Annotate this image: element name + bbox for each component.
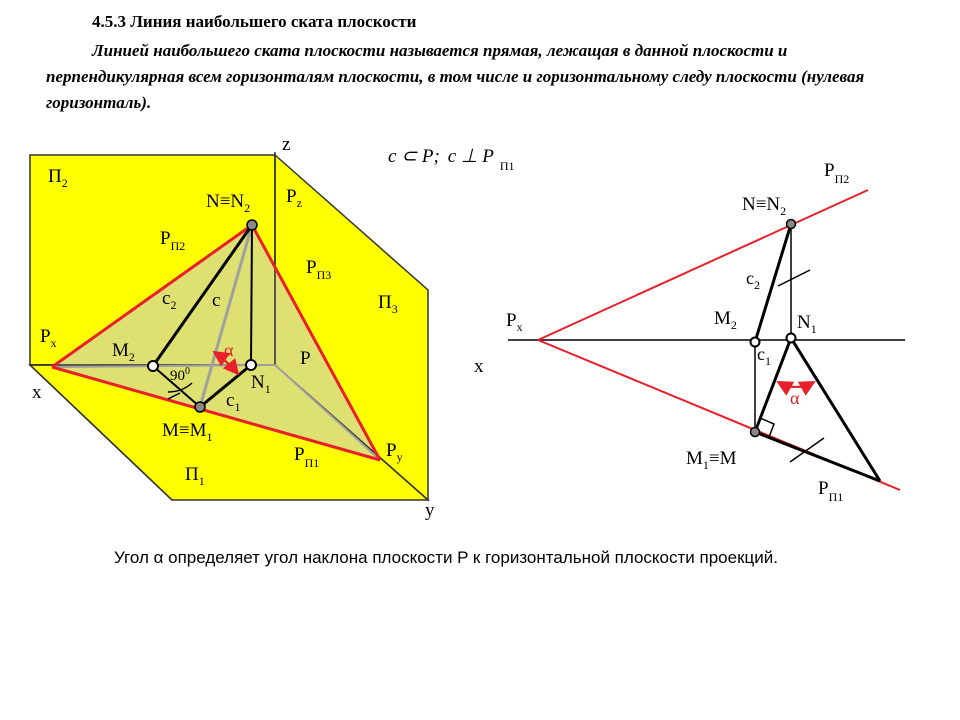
trace-p-pi2-right [538,190,868,340]
point-m2 [148,361,158,371]
label-pi3: $П_3$ [378,292,398,316]
label-alpha-right: α [790,388,800,408]
point-n2 [247,220,257,230]
label-x: x [32,382,42,403]
label-p-pi3: $P_{П3}$ [306,257,332,282]
definition-paragraph: Линией наибольшего ската плоскости называется прямая, лежащая в данной плоскости и перпендикулярная всем горизонталям плоскости, в том числе и горизонтальному следу плоскости (нулевая горизонталь). [46,41,865,112]
label-p: P [300,348,311,369]
label-pi2: $П_2$ [48,166,68,190]
label-p-pi2-right: $P_{П2}$ [824,160,850,186]
label-c2-right: $c_2$ [746,268,760,292]
point-n1-right [787,334,796,343]
label-90: $90^0$ [170,366,190,384]
label-z: z [282,134,291,155]
line-nn1 [251,225,252,365]
line-true-length-b [755,432,880,481]
label-pi1: $П_1$ [185,464,205,488]
label-mm1: $M\equiv M_1$ [162,420,213,444]
point-m1 [195,402,205,412]
point-n2-right [787,220,796,229]
label-alpha: α [224,340,234,360]
label-c1-right: $c_1$ [757,344,771,368]
label-c1: $c_1$ [226,390,241,414]
label-py: $P_y$ [386,440,403,464]
label-n1: $N_1$ [251,372,271,396]
label-p-pi1-right: $P_{П1}$ [818,478,844,504]
label-nn2-right: $N\equiv N_2$ [742,194,787,218]
label-px-right: $P_x$ [506,310,523,334]
alpha-arc-right-back [778,382,814,387]
label-y: y [425,500,435,521]
line-true-length-a [791,338,880,481]
label-m2-right: $M_2$ [714,308,737,332]
label-c: c [212,290,221,311]
label-px: $P_x$ [40,326,57,350]
right-epure-diagram [474,160,905,504]
label-c2: $c_2$ [162,288,177,312]
label-n1-right: $N_1$ [797,312,817,336]
label-nn2: $N\equiv N_2$ [206,191,251,215]
point-n1 [246,360,256,370]
label-p-pi2: $P_{П2}$ [160,228,186,253]
label-m2: $M_2$ [112,340,135,364]
tick-mark [778,270,810,286]
label-pz: $P_z$ [286,186,302,210]
label-m1m-right: $M_1\equiv M$ [686,448,737,472]
footer-caption: Угол α определяет угол наклона плоскости P к горизонтальной плоскости проекций. [114,548,778,567]
section-heading: 4.5.3 Линия наибольшего ската плоскости [92,12,417,31]
point-m1-right [751,428,760,437]
label-x-right: x [474,356,484,377]
label-p-pi1: $P_{П1}$ [294,444,320,470]
left-spatial-diagram [30,134,435,521]
formula: c ⊂ P; c ⊥ P $_{П1}$ [388,146,515,173]
